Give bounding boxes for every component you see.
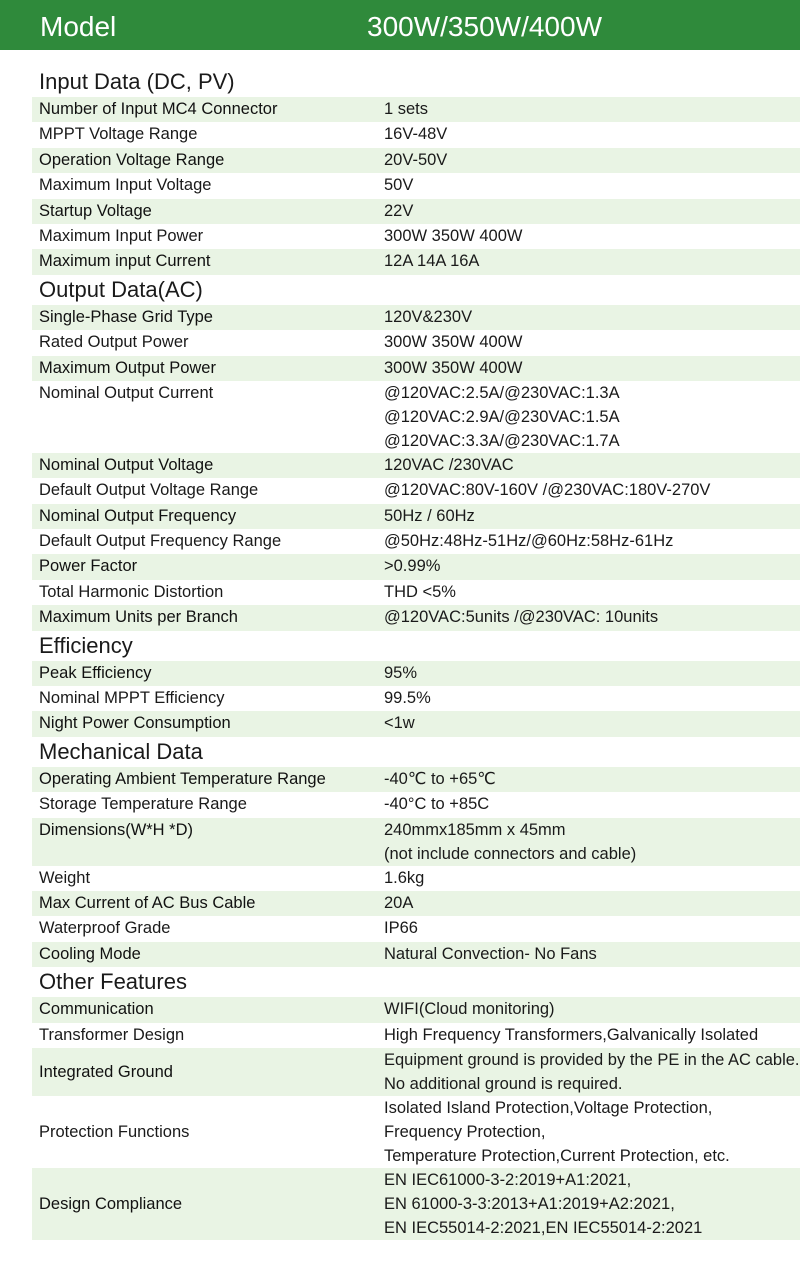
spec-value: [378, 942, 800, 967]
spec-value: [378, 330, 800, 355]
spec-value-line: @120VAC:3.3A/@230VAC:1.7A: [384, 431, 620, 450]
spec-row: [32, 249, 800, 274]
spec-value-line: -40°C to +85C: [384, 795, 490, 814]
spec-row: [32, 381, 800, 453]
spec-value-line: THD <5%: [384, 582, 456, 601]
spec-value-line: 22V: [384, 201, 414, 220]
spec-value: [378, 916, 800, 941]
spec-value: [378, 866, 800, 891]
spec-label: Startup Voltage: [39, 201, 152, 220]
spec-value: [378, 711, 800, 736]
spec-label: Operating Ambient Temperature Range: [39, 769, 326, 788]
spec-value: [378, 529, 800, 554]
spec-label: Weight: [39, 868, 91, 887]
spec-value-line: 120V&230V: [384, 307, 473, 326]
spec-label: Default Output Voltage Range: [39, 481, 259, 500]
spec-value: [378, 356, 800, 381]
spec-label: Nominal Output Current: [39, 383, 214, 402]
spec-value: [378, 504, 800, 529]
model-label: Model: [40, 11, 117, 42]
spec-value-line: 95%: [384, 663, 418, 682]
spec-value-line: Frequency Protection,: [384, 1122, 546, 1141]
spec-label: Total Harmonic Distortion: [39, 582, 224, 601]
spec-value: [378, 1168, 800, 1240]
spec-value-line: EN 61000-3-3:2013+A1:2019+A2:2021,: [384, 1194, 675, 1213]
spec-value-line: WIFI(Cloud monitoring): [384, 1000, 555, 1019]
spec-row: [32, 1023, 800, 1048]
spec-value-line: IP66: [384, 919, 418, 938]
spec-value-line: @120VAC:2.5A/@230VAC:1.3A: [384, 383, 620, 402]
spec-row: [32, 1048, 800, 1096]
spec-label: Nominal Output Frequency: [39, 506, 237, 525]
section-title: Other Features: [39, 969, 187, 995]
spec-label: Number of Input MC4 Connector: [39, 100, 278, 118]
spec-label: Nominal Output Voltage: [39, 455, 214, 474]
spec-value: [378, 381, 800, 453]
spec-value: [378, 661, 800, 686]
spec-row: [32, 942, 800, 967]
spec-value-line: 16V-48V: [384, 125, 448, 144]
spec-value: [378, 997, 800, 1022]
spec-label: Night Power Consumption: [39, 714, 231, 733]
spec-value-line: @120VAC:80V-160V /@230VAC:180V-270V: [384, 481, 711, 500]
spec-value: [378, 173, 800, 198]
spec-value: [378, 1096, 800, 1168]
spec-value-line: 20V-50V: [384, 150, 448, 169]
spec-label: MPPT Voltage Range: [39, 125, 198, 144]
spec-label: Transformer Design: [39, 1025, 185, 1044]
spec-label: Nominal MPPT Efficiency: [39, 689, 225, 708]
spec-label: Cooling Mode: [39, 944, 141, 963]
spec-row: [32, 661, 800, 686]
spec-label: Communication: [39, 1000, 154, 1019]
spec-label: Power Factor: [39, 557, 138, 576]
spec-value-line: 20A: [384, 893, 414, 912]
model-value: 300W/350W/400W: [367, 11, 602, 42]
spec-row: [32, 199, 800, 224]
spec-value: [378, 767, 800, 792]
section-title: Input Data (DC, PV): [39, 69, 235, 94]
spec-row: [32, 605, 800, 630]
spec-value-line: 300W 350W 400W: [384, 358, 523, 377]
spec-label: Rated Output Power: [39, 333, 189, 352]
spec-value-line: EN IEC55014-2:2021,EN IEC55014-2:2021: [384, 1218, 703, 1237]
spec-row: [32, 792, 800, 817]
section-title: Efficiency: [39, 632, 133, 658]
spec-value: [378, 148, 800, 173]
spec-row: [32, 767, 800, 792]
spec-row: [32, 173, 800, 198]
section-title: Mechanical Data: [39, 738, 203, 764]
spec-value: [378, 1048, 800, 1096]
spec-value-line: 1.6kg: [384, 868, 425, 887]
spec-value: [378, 554, 800, 579]
spec-value-line: -40℃ to +65℃: [384, 769, 496, 788]
section-title: Output Data(AC): [39, 276, 203, 302]
spec-row: [32, 148, 800, 173]
spec-value: [378, 605, 800, 630]
spec-row: [32, 891, 800, 916]
spec-row: [32, 224, 800, 249]
spec-value-line: High Frequency Transformers,Galvanically Isolated: [384, 1025, 759, 1044]
spec-row: [32, 478, 800, 503]
spec-value-line: Temperature Protection,Current Protection, etc.: [384, 1146, 730, 1165]
spec-value: [378, 305, 800, 330]
spec-value-line: 300W 350W 400W: [384, 226, 523, 245]
spec-label: Single-Phase Grid Type: [39, 307, 213, 326]
spec-label: Integrated Ground: [39, 1062, 173, 1081]
spec-value-line: Natural Convection- No Fans: [384, 944, 597, 963]
spec-value-line: 50Hz / 60Hz: [384, 506, 475, 525]
spec-row: [32, 97, 800, 122]
spec-label: Maximum Output Power: [39, 358, 216, 377]
spec-row: [32, 1096, 800, 1168]
spec-value-line: >0.99%: [384, 557, 441, 576]
spec-label: Max Current of AC Bus Cable: [39, 893, 256, 912]
spec-value-line: 1 sets: [384, 100, 429, 118]
spec-row: [32, 916, 800, 941]
spec-row: [32, 504, 800, 529]
spec-value: [378, 122, 800, 147]
spec-value-line: 240mmx185mm x 45mm: [384, 820, 566, 839]
spec-value-line: No additional ground is required.: [384, 1074, 623, 1093]
spec-value: [378, 249, 800, 274]
spec-label: Maximum Units per Branch: [39, 608, 238, 627]
spec-value-line: Isolated Island Protection,Voltage Protection,: [384, 1098, 713, 1117]
spec-value: [378, 686, 800, 711]
spec-label: Maximum Input Voltage: [39, 176, 212, 195]
spec-value-line: EN IEC61000-3-2:2019+A1:2021,: [384, 1170, 632, 1189]
spec-value: [378, 199, 800, 224]
spec-row: [32, 305, 800, 330]
spec-row: [32, 122, 800, 147]
spec-value-line: <1w: [384, 714, 415, 733]
spec-value: [378, 453, 800, 478]
spec-value-line: 99.5%: [384, 689, 431, 708]
spec-value-line: 300W 350W 400W: [384, 333, 523, 352]
spec-label: Protection Functions: [39, 1122, 190, 1141]
spec-value-line: 50V: [384, 176, 414, 195]
spec-value-line: (not include connectors and cable): [384, 844, 637, 863]
spec-label: Dimensions(W*H *D): [39, 820, 194, 839]
spec-row: [32, 997, 800, 1022]
spec-label: Maximum input Current: [39, 252, 211, 271]
spec-table: [0, 50, 800, 1240]
spec-value-line: 12A 14A 16A: [384, 252, 480, 271]
spec-row: [32, 686, 800, 711]
spec-row: [32, 711, 800, 736]
spec-label: Design Compliance: [39, 1194, 183, 1213]
spec-row: [32, 453, 800, 478]
spec-label: Maximum Input Power: [39, 226, 204, 245]
model-header: [0, 0, 800, 50]
spec-row: [32, 1168, 800, 1240]
spec-value-line: @50Hz:48Hz-51Hz/@60Hz:58Hz-61Hz: [384, 532, 674, 551]
spec-value: [378, 97, 800, 122]
spec-value: [378, 478, 800, 503]
spec-label: Peak Efficiency: [39, 663, 152, 682]
spec-value: [378, 792, 800, 817]
spec-label: Storage Temperature Range: [39, 795, 247, 814]
spec-row: [32, 818, 800, 866]
spec-row: [32, 330, 800, 355]
spec-label: Default Output Frequency Range: [39, 532, 282, 551]
spec-value: [378, 1023, 800, 1048]
spec-value: [378, 891, 800, 916]
spec-row: [32, 580, 800, 605]
spec-row: [32, 529, 800, 554]
spec-row: [32, 554, 800, 579]
spec-row: [32, 866, 800, 891]
spec-value-line: Equipment ground is provided by the PE in the AC cable.: [384, 1050, 800, 1069]
spec-value-line: @120VAC:5units /@230VAC: 10units: [384, 608, 659, 627]
spec-value: [378, 818, 800, 866]
spec-label: Operation Voltage Range: [39, 150, 225, 169]
spec-value-line: @120VAC:2.9A/@230VAC:1.5A: [384, 407, 620, 426]
spec-value: [378, 224, 800, 249]
spec-value: [378, 580, 800, 605]
spec-value-line: 120VAC /230VAC: [384, 455, 514, 474]
spec-row: [32, 356, 800, 381]
spec-label: Waterproof Grade: [39, 919, 171, 938]
